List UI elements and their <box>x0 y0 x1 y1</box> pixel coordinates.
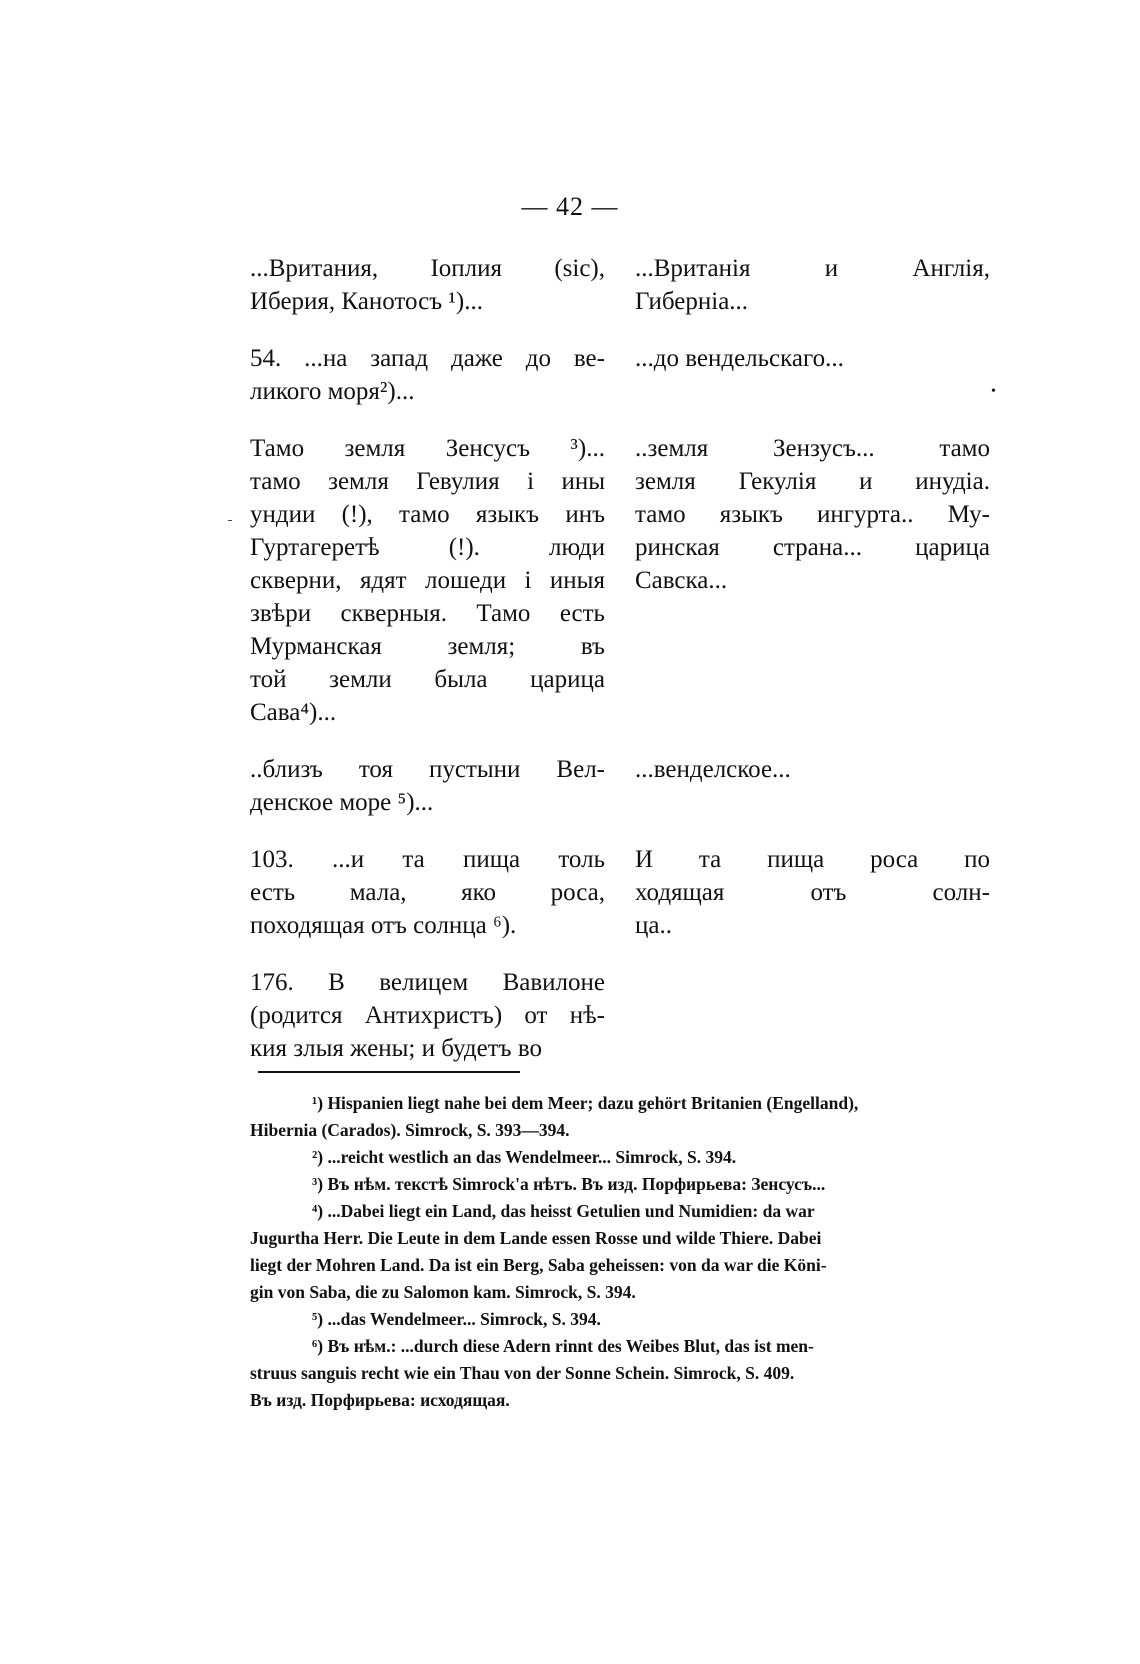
text-line: ундии (!), тамо языкъ инъ <box>250 501 605 528</box>
text-line: ходящая отъ солн- <box>635 879 990 906</box>
footnote <box>250 1333 990 1414</box>
footnote-line: ⁶) Въ нѣм.: ...durch diese Adern rinnt des Weibes Blut, das ist men- <box>312 1336 814 1356</box>
text-line: ...до вендельскаго... <box>635 345 844 372</box>
text-line: скверни, ядят лошеди і иныя <box>250 567 605 594</box>
text-line: И та пища роса по <box>635 846 990 873</box>
footnote <box>250 1144 990 1171</box>
text-line: Тамо земля Зенсусъ ³)... <box>250 435 605 462</box>
right-column-passage <box>635 966 990 1065</box>
text-line: походящая отъ солнца ⁶). <box>250 912 517 939</box>
footnote-line: Въ изд. Порфирьева: исходящая. <box>250 1390 510 1410</box>
right-column-passage <box>635 432 990 729</box>
right-column-passage <box>635 252 990 318</box>
text-line: Мурманская земля; въ <box>250 633 605 660</box>
text-line: (родится Антихристъ) от нѣ- <box>250 1002 605 1029</box>
text-line: Сава⁴)... <box>250 699 337 726</box>
text-line: тамо языкъ ингурта.. Му- <box>635 501 990 528</box>
text-row <box>250 252 990 318</box>
footnote-line: Hibernia (Carados). Simrock, S. 393—394. <box>250 1120 570 1140</box>
footnote <box>250 1171 990 1198</box>
text-line: ...Вритания, Іоплия (sic), <box>250 255 605 282</box>
text-line: Иберия, Канотосъ ¹)... <box>250 288 483 315</box>
footnote-line: gin von Saba, die zu Salomon kam. Simrock, S. 394. <box>250 1282 636 1302</box>
text-line: земля Гекулія и инудіа. <box>635 468 990 495</box>
left-column-passage <box>250 432 605 729</box>
text-line: ..земля Зензусъ... тамо <box>635 435 990 462</box>
footnote-line: ³) Въ нѣм. текстѣ Simrock'a нѣтъ. Въ изд. Порфирьева: Зенсусъ... <box>312 1174 826 1194</box>
text-line: кия злыя жены; и будетъ во <box>250 1035 542 1062</box>
text-row <box>250 753 990 819</box>
stray-mark: • <box>991 384 996 399</box>
right-column-passage <box>635 342 990 408</box>
text-line: ...венделское... <box>635 756 791 783</box>
footnote-line: ²) ...reicht westlich an das Wendelmeer... Simrock, S. 394. <box>312 1147 737 1167</box>
page-number: — 42 — <box>521 192 619 221</box>
text-line: ринская страна... царица <box>635 534 990 561</box>
text-line: Гуртагеретѣ (!). люди <box>250 534 605 561</box>
footnote <box>250 1198 990 1306</box>
footnote-line: Jugurtha Herr. Die Leute in dem Lande essen Rosse und wilde Thiere. Dabei <box>250 1228 822 1248</box>
footnote-line: ¹) Hispanien liegt nahe bei dem Meer; dazu gehört Britanien (Engelland), <box>312 1093 859 1113</box>
footnote-line: struus sanguis recht wie ein Thau von der Sonne Schein. Simrock, S. 409. <box>250 1363 795 1383</box>
footnote-rule <box>258 1071 520 1073</box>
footnote <box>250 1090 990 1144</box>
left-column-passage <box>250 843 605 942</box>
text-line: тамо земля Гевулия і ины <box>250 468 605 495</box>
text-line: 103. ...и та пища толь <box>250 846 605 873</box>
footnote <box>250 1306 990 1333</box>
text-line: той земли была царица <box>250 666 605 693</box>
margin-tick <box>228 520 232 521</box>
text-row <box>250 342 990 408</box>
parallel-text-columns <box>250 252 990 1089</box>
text-line: есть мала, яко роса, <box>250 879 605 906</box>
text-line: ликого моря²)... <box>250 378 415 405</box>
left-column-passage <box>250 342 605 408</box>
text-line: денское море ⁵)... <box>250 789 434 816</box>
footnote-line: ⁵) ...das Wendelmeer... Simrock, S. 394. <box>312 1309 601 1329</box>
left-column-passage <box>250 252 605 318</box>
text-line: ...Вританія и Англія, <box>635 255 990 282</box>
left-column-passage <box>250 966 605 1065</box>
right-column-passage <box>635 843 990 942</box>
text-row <box>250 966 990 1065</box>
text-row <box>250 432 990 729</box>
footnote-line: liegt der Mohren Land. Da ist ein Berg, Saba geheissen: von da war die Köni- <box>250 1255 827 1275</box>
text-line: 176. В велицем Вавилоне <box>250 969 605 996</box>
text-line: Савска... <box>635 567 728 594</box>
footnote-line: ⁴) ...Dabei liegt ein Land, das heisst Getulien und Numidien: da war <box>312 1201 815 1221</box>
right-column-passage <box>635 753 990 819</box>
text-line: ца.. <box>635 912 672 939</box>
text-row <box>250 843 990 942</box>
text-line: 54. ...на запад даже до ве- <box>250 345 605 372</box>
left-column-passage <box>250 753 605 819</box>
text-line: ..близъ тоя пустыни Вел- <box>250 756 605 783</box>
text-line: Гиберніа... <box>635 288 749 315</box>
footnotes <box>250 1090 990 1414</box>
text-line: звѣри скверныя. Тамо есть <box>250 600 605 627</box>
